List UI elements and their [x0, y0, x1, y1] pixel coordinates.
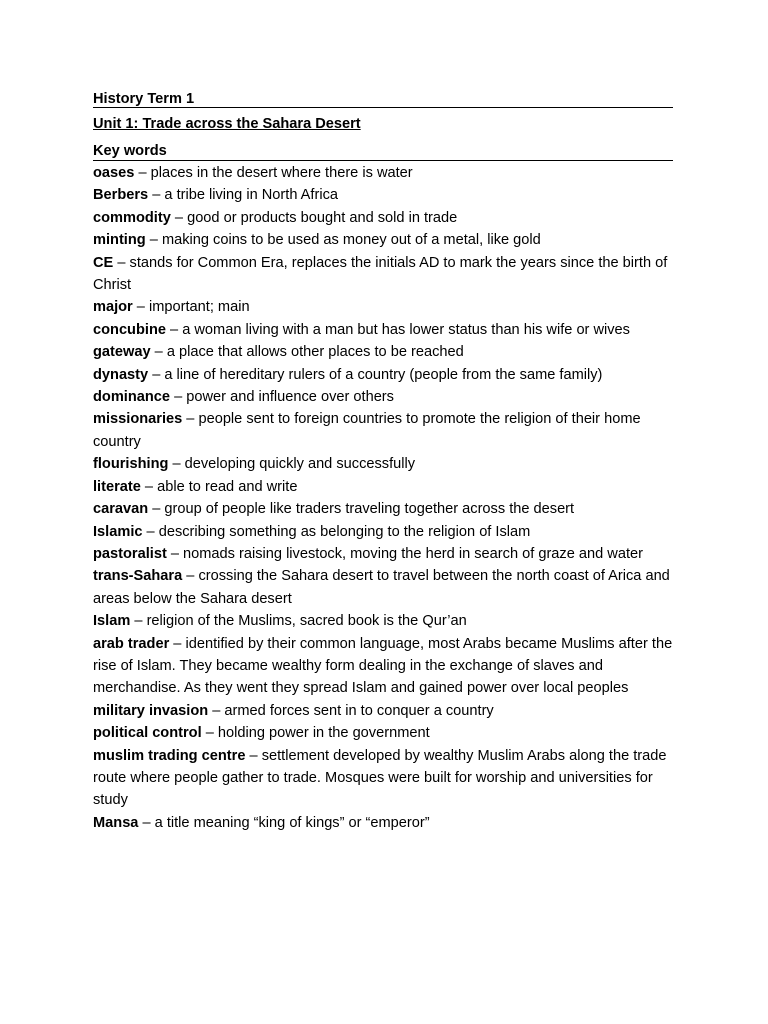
- glossary-definition: a place that allows other places to be reached: [166, 344, 464, 361]
- glossary-separator: –: [201, 725, 218, 742]
- glossary-entry: [93, 476, 673, 498]
- glossary-term: gateway: [93, 344, 151, 361]
- glossary-separator: –: [113, 254, 130, 271]
- glossary-separator: –: [169, 635, 186, 652]
- glossary-term: minting: [93, 232, 146, 249]
- glossary-separator: –: [132, 299, 149, 316]
- glossary-entry: [93, 364, 673, 386]
- glossary-entry: [93, 252, 673, 297]
- glossary-term: Islam: [93, 613, 131, 630]
- glossary-term: oases: [93, 165, 135, 181]
- glossary-definition: armed forces sent in to conquer a country: [224, 702, 494, 719]
- glossary-entry: [93, 745, 673, 812]
- glossary-entry: [93, 408, 673, 453]
- glossary-definition: good or products bought and sold in trade: [187, 209, 458, 226]
- glossary-entry: [93, 341, 673, 363]
- glossary-definition: crossing the Sahara desert to travel between the north coast of Arica and areas below the Sahara desert: [93, 568, 670, 607]
- glossary-entry: [93, 565, 673, 610]
- glossary-term: pastoralist: [93, 545, 167, 562]
- glossary-entry: [93, 521, 673, 543]
- glossary-separator: –: [134, 165, 151, 181]
- glossary-term: Islamic: [93, 523, 143, 540]
- glossary-entry: [93, 610, 673, 632]
- glossary-separator: –: [138, 814, 155, 831]
- glossary-definition: religion of the Muslims, sacred book is the Qur’an: [146, 613, 467, 630]
- glossary-term: arab trader: [93, 635, 170, 652]
- glossary-term: Mansa: [93, 814, 139, 831]
- glossary-definition: developing quickly and successfully: [184, 456, 416, 473]
- glossary-term: commodity: [93, 209, 171, 226]
- glossary-definition: nomads raising livestock, moving the herd in search of graze and water: [183, 545, 643, 562]
- glossary-entry: [93, 453, 673, 475]
- glossary-entry: [93, 319, 673, 341]
- glossary-entry: [93, 184, 673, 206]
- glossary-separator: –: [150, 344, 167, 361]
- glossary-separator: –: [182, 568, 199, 585]
- glossary-separator: –: [182, 411, 199, 428]
- glossary-separator: –: [170, 209, 188, 226]
- glossary-definition: describing something as belonging to the religion of Islam: [158, 523, 531, 540]
- glossary-separator: –: [245, 747, 262, 764]
- glossary-list: [93, 162, 673, 834]
- glossary-definition: stands for Common Era, replaces the initials AD to mark the years since the birth of Christ: [93, 254, 668, 294]
- glossary-entry: [93, 162, 673, 184]
- glossary-separator: –: [148, 501, 165, 518]
- glossary-separator: –: [208, 702, 225, 719]
- key-words-heading: Key words: [93, 143, 673, 161]
- glossary-definition: important; main: [148, 299, 250, 316]
- glossary-definition: a woman living with a man but has lower status than his wife or wives: [182, 321, 630, 338]
- glossary-separator: –: [148, 187, 165, 204]
- glossary-definition: places in the desert where there is water: [150, 165, 413, 181]
- glossary-entry: [93, 812, 673, 834]
- glossary-term: muslim trading centre: [93, 747, 246, 764]
- glossary-definition: group of people like traders traveling together across the desert: [164, 501, 575, 518]
- glossary-definition: a title meaning “king of kings” or “emperor”: [154, 814, 430, 831]
- glossary-entry: [93, 543, 673, 565]
- glossary-term: political control: [93, 725, 202, 742]
- glossary-separator: –: [170, 389, 187, 406]
- glossary-term: caravan: [93, 501, 149, 518]
- glossary-term: major: [93, 299, 133, 316]
- glossary-entry: [93, 498, 673, 520]
- glossary-term: dominance: [93, 389, 171, 406]
- document-page: [93, 89, 673, 834]
- glossary-term: missionaries: [93, 411, 183, 428]
- glossary-definition: identified by their common language, most Arabs became Muslims after the rise of Islam. They became wealthy form dealing in the exchange of slaves and merchandise. As they went they spread Islam and gained power over local peoples: [93, 635, 673, 697]
- glossary-definition: holding power in the government: [217, 725, 430, 742]
- glossary-definition: settlement developed by wealthy Muslim Arabs along the trade route where people gather to trade. Mosques were built for worship and universities for study: [93, 747, 667, 809]
- glossary-term: literate: [93, 478, 141, 495]
- glossary-term: flourishing: [93, 456, 169, 473]
- glossary-term: CE: [93, 254, 114, 271]
- glossary-separator: –: [148, 366, 165, 383]
- glossary-definition: a tribe living in North Africa: [164, 187, 338, 204]
- glossary-entry: [93, 386, 673, 408]
- glossary-term: Berbers: [93, 187, 149, 204]
- glossary-separator: –: [166, 545, 184, 562]
- glossary-separator: –: [145, 232, 162, 249]
- glossary-separator: –: [165, 321, 183, 338]
- glossary-definition: able to read and write: [157, 478, 298, 495]
- glossary-definition: a line of hereditary rulers of a country (people from the same family): [164, 366, 603, 383]
- glossary-term: concubine: [93, 321, 166, 338]
- glossary-definition: power and influence over others: [186, 389, 394, 406]
- document-header: History Term 1: [93, 89, 673, 108]
- glossary-entry: [93, 207, 673, 229]
- glossary-separator: –: [130, 613, 147, 630]
- glossary-entry: [93, 700, 673, 722]
- glossary-entry: [93, 633, 673, 700]
- glossary-separator: –: [142, 523, 159, 540]
- glossary-separator: –: [168, 456, 185, 473]
- glossary-entry: [93, 296, 673, 318]
- glossary-definition: making coins to be used as money out of a metal, like gold: [161, 232, 541, 249]
- glossary-entry: [93, 722, 673, 744]
- glossary-term: dynasty: [93, 366, 149, 383]
- glossary-term: military invasion: [93, 702, 209, 719]
- glossary-definition: people sent to foreign countries to promote the religion of their home country: [93, 411, 641, 450]
- glossary-entry: [93, 229, 673, 251]
- glossary-separator: –: [140, 478, 158, 495]
- unit-title: Unit 1: Trade across the Sahara Desert: [93, 116, 361, 132]
- glossary-term: trans-Sahara: [93, 568, 183, 585]
